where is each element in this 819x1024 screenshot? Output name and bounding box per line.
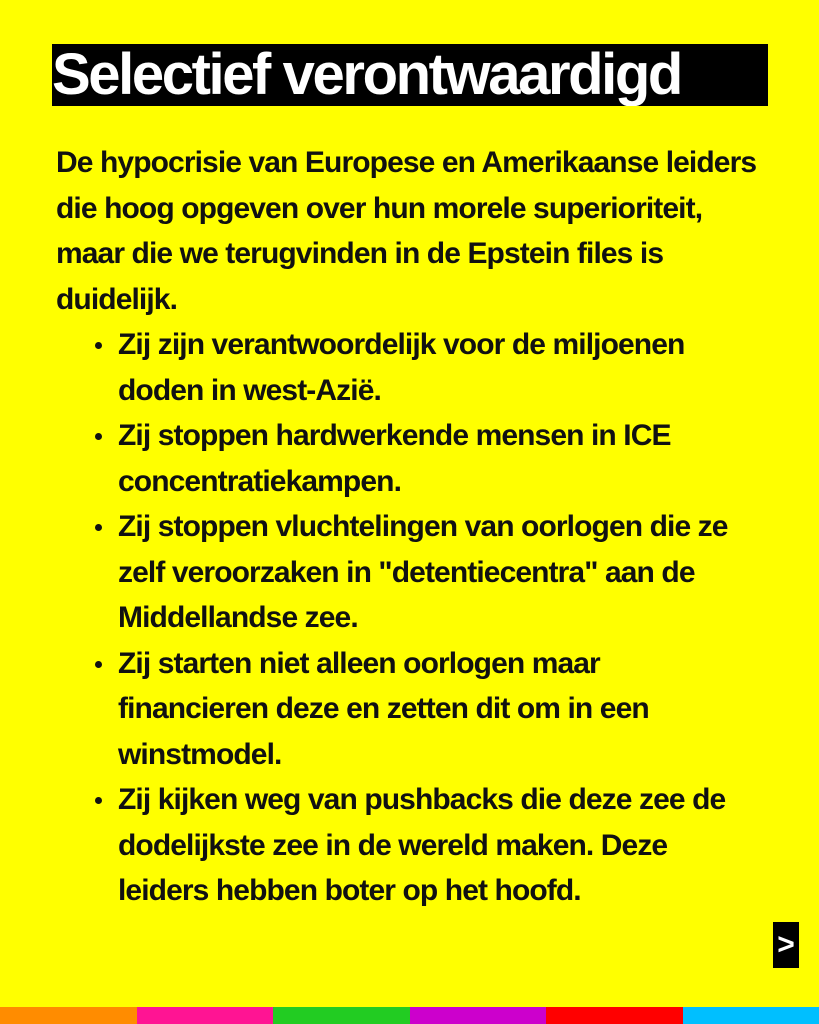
bullet-icon — [95, 433, 102, 440]
next-slide-button[interactable]: > — [773, 922, 799, 968]
color-stripe-bar — [0, 1007, 819, 1024]
list-item — [95, 777, 755, 914]
bullet-icon — [95, 524, 102, 531]
color-stripe-blue — [683, 1007, 819, 1024]
list-item — [95, 641, 755, 778]
color-stripe-pink — [137, 1007, 274, 1024]
bullet-icon — [95, 797, 102, 804]
list-item-text: Zij zijn verantwoordelijk voor de miljoenen doden in west-Azië. — [118, 328, 685, 407]
color-stripe-magenta — [410, 1007, 547, 1024]
list-item-text: Zij stoppen vluchtelingen van oorlogen die ze zelf veroorzaken in "detentiecentra" aan de Middellandse zee. — [118, 510, 728, 634]
title-banner — [52, 44, 768, 106]
list-item-text: Zij stoppen hardwerkende mensen in ICE concentratiekampen. — [118, 419, 671, 498]
list-item — [95, 504, 755, 641]
list-item-text: Zij starten niet alleen oorlogen maar financieren deze en zetten dit om in een winstmodel. — [118, 646, 649, 771]
color-stripe-red — [546, 1007, 683, 1024]
bullet-list — [95, 322, 755, 914]
bullet-icon — [95, 661, 102, 668]
page-title: Selectief verontwaardigd — [52, 44, 681, 106]
color-stripe-orange — [0, 1007, 137, 1024]
list-item — [95, 413, 755, 504]
intro-paragraph: De hypocrisie van Europese en Amerikaanse leiders die hoog opgeven over hun morele superioriteit, maar die we terugvinden in de Epstein files is duidelijk. — [56, 146, 757, 316]
color-stripe-green — [273, 1007, 410, 1024]
list-item — [95, 322, 755, 413]
list-item-text: Zij kijken weg van pushbacks die deze zee de dodelijkste zee in de wereld maken. Deze leiders hebben boter op het hoofd. — [118, 783, 726, 907]
bullet-icon — [95, 342, 102, 349]
